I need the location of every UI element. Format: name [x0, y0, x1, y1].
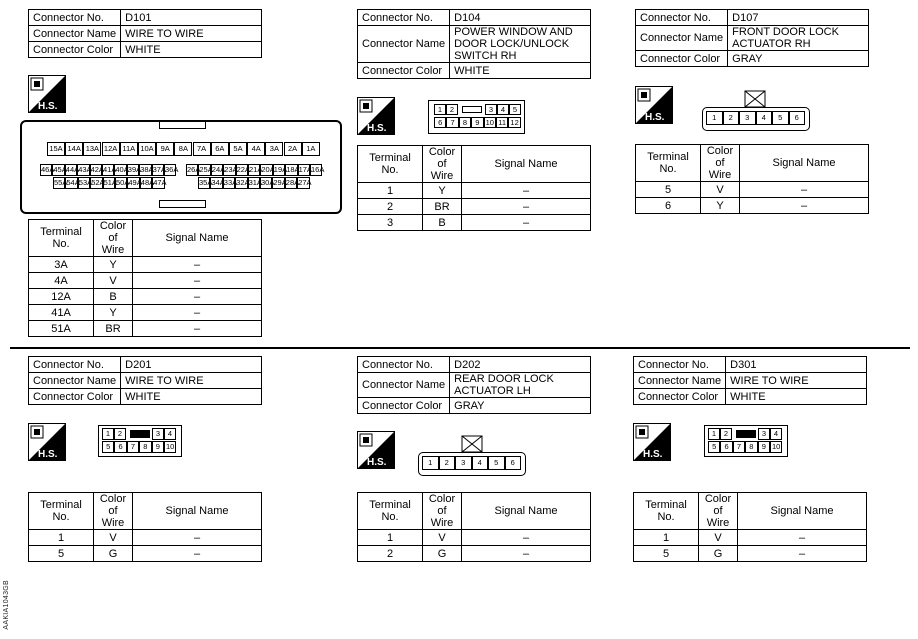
connector-info-d101	[28, 9, 262, 58]
signal-name: –	[740, 198, 869, 214]
lock-tab-icon	[744, 90, 766, 108]
connector-name-value: FRONT DOOR LOCK ACTUATOR RH	[728, 26, 869, 51]
label-connector-color: Connector Color	[29, 389, 121, 405]
pin-cell: 3	[739, 111, 756, 125]
terminal-no: 1	[358, 530, 423, 546]
table-row	[29, 321, 262, 337]
pin-cell: 36A	[165, 165, 179, 174]
label-connector-no: Connector No.	[29, 10, 121, 26]
wire-color: Y	[94, 305, 133, 321]
header-terminal-no: Terminal No.	[634, 493, 699, 530]
terminal-no: 1	[634, 530, 699, 546]
pin-cell: 4	[770, 428, 782, 440]
label-connector-color: Connector Color	[636, 51, 728, 67]
label-connector-name: Connector Name	[358, 26, 450, 63]
pin-cell: 20A	[261, 165, 275, 174]
pin-cell: 41A	[103, 165, 117, 174]
pin-cell: 1A	[302, 142, 320, 156]
pin-cell: 10	[164, 441, 176, 453]
pin-cell: 47A	[153, 178, 167, 187]
header-terminal-no: Terminal No.	[358, 146, 423, 183]
label-connector-color: Connector Color	[358, 63, 450, 79]
pin-cell: 23A	[224, 165, 238, 174]
pin-cell: 1	[706, 111, 723, 125]
table-row	[29, 257, 262, 273]
terminal-table-d104	[357, 145, 591, 231]
pin-cell: 8	[745, 441, 757, 453]
pin-cell: 50A	[116, 178, 130, 187]
connector-name-value: WIRE TO WIRE	[121, 26, 262, 42]
pin-cell: 43A	[78, 165, 92, 174]
pin-cell: 4	[497, 104, 509, 115]
table-row	[358, 183, 591, 199]
terminal-no: 4A	[29, 273, 94, 289]
terminal-no: 2	[358, 199, 423, 215]
pin-cell: 6	[720, 441, 732, 453]
connector-color-value: WHITE	[726, 389, 867, 405]
header-terminal-no: Terminal No.	[29, 220, 94, 257]
hs-label: H.S.	[38, 449, 58, 460]
pin-cell: 7	[446, 117, 458, 128]
header-signal-name: Signal Name	[133, 220, 262, 257]
connector-no-value: D104	[450, 10, 591, 26]
terminal-table-d107	[635, 144, 869, 214]
table-row	[29, 289, 262, 305]
connector-color-value: WHITE	[121, 389, 262, 405]
pin-cell: 49A	[128, 178, 142, 187]
pin-cell: 7A	[193, 142, 211, 156]
header-color-of-wire: Color of Wire	[94, 220, 133, 257]
header-color-of-wire: Color of Wire	[94, 493, 133, 530]
label-connector-name: Connector Name	[29, 26, 121, 42]
signal-name: –	[462, 199, 591, 215]
connector-name-value: WIRE TO WIRE	[121, 373, 262, 389]
hs-label: H.S.	[643, 449, 663, 460]
pin-cell: 10	[770, 441, 782, 453]
connector-no-value: D202	[450, 357, 591, 373]
pin-cell: 6	[114, 441, 126, 453]
terminal-no: 3A	[29, 257, 94, 273]
pin-cell: 9A	[156, 142, 174, 156]
pin-cell: 5	[488, 456, 505, 470]
pin-cell: 1	[434, 104, 446, 115]
table-row	[358, 546, 591, 562]
pin-cell: 7	[127, 441, 139, 453]
pin-cell: 16A	[311, 165, 325, 174]
table-row	[636, 182, 869, 198]
section-divider	[10, 347, 910, 349]
pin-cell: 6	[789, 111, 806, 125]
pin-cell: 1	[422, 456, 439, 470]
pin-cell: 17A	[298, 165, 312, 174]
pin-cell: 12	[508, 117, 520, 128]
blocked-cavity	[130, 430, 150, 438]
pin-cell: 51A	[103, 178, 117, 187]
wire-color: V	[94, 530, 133, 546]
pin-cell: 15A	[47, 142, 65, 156]
pin-cell: 7	[733, 441, 745, 453]
label-connector-name: Connector Name	[358, 373, 450, 398]
label-connector-no: Connector No.	[636, 10, 728, 26]
pin-cell: 4	[164, 428, 176, 440]
pin-cell: 12A	[102, 142, 120, 156]
table-row	[358, 199, 591, 215]
connector-name-value: POWER WINDOW AND DOOR LOCK/UNLOCK SWITCH RH	[450, 26, 591, 63]
pin-cell: 4	[756, 111, 773, 125]
connector-info-d107	[635, 9, 869, 67]
pin-cell: 2	[723, 111, 740, 125]
label-connector-color: Connector Color	[634, 389, 726, 405]
terminal-no: 1	[358, 183, 423, 199]
harness-side-icon	[635, 86, 673, 124]
pin-cell: 26A	[187, 165, 201, 174]
terminal-no: 6	[636, 198, 701, 214]
harness-side-icon	[28, 423, 66, 461]
harness-side-icon	[357, 431, 395, 469]
pin-cell: 14A	[65, 142, 83, 156]
header-color-of-wire: Color of Wire	[423, 493, 462, 530]
pin-cell: 53A	[78, 178, 93, 187]
pin-cell: 44A	[65, 165, 80, 174]
signal-name: –	[462, 215, 591, 231]
header-signal-name: Signal Name	[133, 493, 262, 530]
pin-cell: 4	[472, 456, 489, 470]
connector-no-value: D301	[726, 357, 867, 373]
table-row	[29, 546, 262, 562]
pin-cell: 39A	[127, 165, 142, 174]
pin-cell: 2	[439, 456, 456, 470]
wire-color: V	[423, 530, 462, 546]
hs-label: H.S.	[38, 101, 58, 112]
pin-cell: 13A	[83, 142, 101, 156]
connector-no-value: D201	[121, 357, 262, 373]
pin-cell: 31A	[248, 178, 262, 187]
wire-color: G	[699, 546, 738, 562]
pin-cell: 55A	[54, 178, 68, 187]
signal-name: –	[133, 289, 262, 305]
figure-code: AAKIA1043GB	[3, 580, 10, 630]
wire-color: G	[94, 546, 133, 562]
signal-name: –	[462, 183, 591, 199]
terminal-no: 12A	[29, 289, 94, 305]
label-connector-name: Connector Name	[634, 373, 726, 389]
table-row	[634, 546, 867, 562]
pin-cell: 3	[485, 104, 497, 115]
pin-cell: 35A	[199, 178, 213, 187]
label-connector-no: Connector No.	[634, 357, 726, 373]
pin-cell: 45A	[53, 165, 67, 174]
pin-cell: 8	[459, 117, 471, 128]
pin-cell: 34A	[211, 178, 225, 187]
label-connector-no: Connector No.	[358, 357, 450, 373]
signal-name: –	[133, 305, 262, 321]
terminal-no: 5	[29, 546, 94, 562]
wire-color: Y	[423, 183, 462, 199]
wire-color: Y	[701, 198, 740, 214]
terminal-no: 51A	[29, 321, 94, 337]
pin-cell: 1	[102, 428, 114, 440]
pin-cell: 8	[139, 441, 151, 453]
label-connector-color: Connector Color	[29, 42, 121, 58]
signal-name: –	[133, 273, 262, 289]
pin-cell: 6	[434, 117, 446, 128]
terminal-no: 3	[358, 215, 423, 231]
pin-cell: 10A	[138, 142, 156, 156]
harness-side-icon	[357, 97, 395, 135]
pin-cell: 3	[455, 456, 472, 470]
pin-cell: 9	[152, 441, 164, 453]
wire-color: B	[423, 215, 462, 231]
wire-color: G	[423, 546, 462, 562]
connector-info-d202	[357, 356, 591, 414]
pin-cell: 37A	[152, 165, 166, 174]
pin-cell: 52A	[91, 178, 105, 187]
pin-cell: 19A	[273, 165, 288, 174]
pin-cell: 21A	[249, 165, 263, 174]
wire-color: Y	[94, 257, 133, 273]
terminal-no: 41A	[29, 305, 94, 321]
table-row	[634, 530, 867, 546]
header-signal-name: Signal Name	[740, 145, 869, 182]
signal-name: –	[740, 182, 869, 198]
connector-color-value: GRAY	[728, 51, 869, 67]
pin-cell: 33A	[223, 178, 238, 187]
pin-cell: 32A	[236, 178, 250, 187]
pin-cell: 9	[471, 117, 483, 128]
connector-latch-top	[159, 121, 206, 129]
pin-cell: 27A	[298, 178, 312, 187]
pin-cell: 2	[720, 428, 732, 440]
pin-cell: 40A	[115, 165, 129, 174]
terminal-no: 5	[634, 546, 699, 562]
connector-info-d201	[28, 356, 262, 405]
pin-cell: 3	[152, 428, 164, 440]
header-terminal-no: Terminal No.	[358, 493, 423, 530]
pin-cell: 46A	[41, 165, 55, 174]
label-connector-name: Connector Name	[636, 26, 728, 51]
header-terminal-no: Terminal No.	[29, 493, 94, 530]
pin-cell: 24A	[211, 165, 226, 174]
table-row	[29, 305, 262, 321]
pin-cell: 11	[496, 117, 508, 128]
hs-label: H.S.	[367, 457, 387, 468]
pin-cell: 2	[114, 428, 126, 440]
signal-name: –	[462, 546, 591, 562]
pin-cell: 48A	[140, 178, 155, 187]
pin-cell: 6	[505, 456, 522, 470]
pin-cell: 6A	[211, 142, 229, 156]
terminal-no: 5	[636, 182, 701, 198]
pin-cell: 8A	[174, 142, 192, 156]
connector-no-value: D107	[728, 10, 869, 26]
header-color-of-wire: Color of Wire	[701, 145, 740, 182]
wire-color: BR	[423, 199, 462, 215]
connector-info-d104	[357, 9, 591, 79]
header-terminal-no: Terminal No.	[636, 145, 701, 182]
wire-color: B	[94, 289, 133, 305]
table-row	[358, 215, 591, 231]
terminal-table-d202	[357, 492, 591, 562]
blocked-cavity	[736, 430, 756, 438]
signal-name: –	[133, 321, 262, 337]
terminal-no: 2	[358, 546, 423, 562]
signal-name: –	[133, 530, 262, 546]
pin-cell: 3A	[265, 142, 283, 156]
header-color-of-wire: Color of Wire	[699, 493, 738, 530]
pin-cell: 5	[509, 104, 521, 115]
pin-cell: 2	[446, 104, 458, 115]
connector-latch-bottom	[159, 200, 206, 208]
harness-side-icon	[633, 423, 671, 461]
connector-name-value: WIRE TO WIRE	[726, 373, 867, 389]
pin-cell: 25A	[199, 165, 213, 174]
pin-cell: 3	[758, 428, 770, 440]
terminal-table-d301	[633, 492, 867, 562]
pin-cell: 54A	[66, 178, 80, 187]
connector-color-value: WHITE	[450, 63, 591, 79]
wire-color: BR	[94, 321, 133, 337]
label-connector-no: Connector No.	[29, 357, 121, 373]
header-signal-name: Signal Name	[738, 493, 867, 530]
header-signal-name: Signal Name	[462, 146, 591, 183]
pin-cell	[462, 106, 482, 113]
pin-cell: 10	[484, 117, 496, 128]
table-row	[29, 273, 262, 289]
header-color-of-wire: Color of Wire	[423, 146, 462, 183]
hs-label: H.S.	[367, 123, 387, 134]
wire-color: V	[699, 530, 738, 546]
label-connector-no: Connector No.	[358, 10, 450, 26]
pin-cell: 38A	[140, 165, 154, 174]
table-row	[358, 530, 591, 546]
pin-cell: 5	[102, 441, 114, 453]
hs-label: H.S.	[645, 112, 665, 123]
terminal-table-d201	[28, 492, 262, 562]
pin-cell: 5A	[229, 142, 247, 156]
header-signal-name: Signal Name	[462, 493, 591, 530]
pin-cell: 11A	[120, 142, 138, 156]
label-connector-color: Connector Color	[358, 398, 450, 414]
pin-cell: 5	[708, 441, 720, 453]
pin-cell: 18A	[286, 165, 300, 174]
pin-cell: 4A	[247, 142, 265, 156]
label-connector-name: Connector Name	[29, 373, 121, 389]
signal-name: –	[462, 530, 591, 546]
pin-cell: 29A	[273, 178, 287, 187]
wire-color: V	[701, 182, 740, 198]
signal-name: –	[738, 546, 867, 562]
signal-name: –	[133, 257, 262, 273]
signal-name: –	[133, 546, 262, 562]
connector-info-d301	[633, 356, 867, 405]
connector-color-value: GRAY	[450, 398, 591, 414]
pin-cell: 30A	[261, 178, 275, 187]
connector-no-value: D101	[121, 10, 262, 26]
pin-cell: 42A	[90, 165, 104, 174]
pin-cell: 2A	[284, 142, 302, 156]
pin-cell: 1	[708, 428, 720, 440]
pin-cell: 28A	[285, 178, 300, 187]
pin-cell: 5	[772, 111, 789, 125]
table-row	[29, 530, 262, 546]
table-row	[636, 198, 869, 214]
pin-cell: 9	[758, 441, 770, 453]
connector-color-value: WHITE	[121, 42, 262, 58]
terminal-table-d101	[28, 219, 262, 337]
pin-cell: 22A	[236, 165, 250, 174]
harness-side-icon	[28, 75, 66, 113]
wire-color: V	[94, 273, 133, 289]
signal-name: –	[738, 530, 867, 546]
connector-name-value: REAR DOOR LOCK ACTUATOR LH	[450, 373, 591, 398]
lock-tab-icon	[461, 435, 483, 453]
terminal-no: 1	[29, 530, 94, 546]
